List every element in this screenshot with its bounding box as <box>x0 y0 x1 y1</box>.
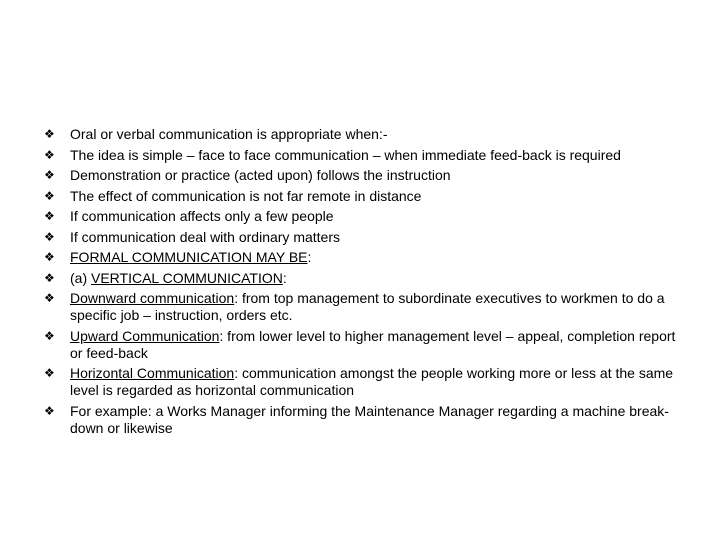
bullet-text-rest: : <box>307 249 312 265</box>
bullet-text-rest: : communication amongst the people working more or less at the same level is regarded as horizontal communication <box>70 365 674 398</box>
bullet-text: For example: a Works Manager informing the Maintenance Manager regarding a machine break-down or likewise <box>70 402 669 436</box>
bullet-prefix: (a) <box>70 269 91 286</box>
diamond-dots-bullet-icon: ❖ <box>44 328 55 343</box>
bullet-text-rest: : from lower level to higher management level – appeal, completion report or feed-back <box>70 327 676 361</box>
bullet-item-horizontal-communication <box>44 365 684 399</box>
bullet-item-example <box>44 403 684 437</box>
diamond-dots-bullet-icon: ❖ <box>44 168 55 182</box>
bullet-text: If communication deal with ordinary matters <box>70 228 340 245</box>
bullet-text: The effect of communication is not far remote in distance <box>70 187 422 204</box>
bullet-item-downward-communication <box>44 290 684 324</box>
diamond-dots-bullet-icon: ❖ <box>44 250 55 264</box>
bullet-item-demonstration <box>44 167 684 184</box>
bullet-item-simple-idea <box>44 147 684 164</box>
diamond-dots-bullet-icon: ❖ <box>44 188 55 203</box>
diamond-dots-bullet-icon: ❖ <box>44 403 55 418</box>
underlined-heading: FORMAL COMMUNICATION MAY BE <box>70 249 308 265</box>
underlined-term: Upward Communication <box>70 327 220 344</box>
bullet-text: If communication affects only a few people <box>70 208 334 224</box>
bullet-item-few-people <box>44 208 684 225</box>
diamond-dots-bullet-icon: ❖ <box>44 209 55 223</box>
bullet-item-effect-distance <box>44 188 684 205</box>
bullet-item-upward-communication <box>44 328 684 362</box>
diamond-dots-bullet-icon: ❖ <box>44 127 55 141</box>
bullet-text: Oral or verbal communication is appropriate when:- <box>70 126 388 142</box>
diamond-dots-bullet-icon: ❖ <box>44 270 55 285</box>
diamond-dots-bullet-icon: ❖ <box>44 229 55 244</box>
bullet-item-ordinary-matters <box>44 229 684 246</box>
underlined-term: Downward communication <box>70 290 235 306</box>
underlined-heading: VERTICAL COMMUNICATION <box>91 269 283 286</box>
bullet-text-rest: : <box>282 269 287 286</box>
diamond-dots-bullet-icon: ❖ <box>44 291 55 305</box>
bullet-text: Demonstration or practice (acted upon) follows the instruction <box>70 167 451 183</box>
bullet-item-vertical-communication <box>44 270 684 287</box>
bullet-list <box>44 126 684 440</box>
diamond-dots-bullet-icon: ❖ <box>44 366 55 380</box>
diamond-dots-bullet-icon: ❖ <box>44 147 55 162</box>
bullet-item-oral-verbal <box>44 126 684 143</box>
bullet-item-formal-communication <box>44 249 684 266</box>
bullet-text: The idea is simple – face to face communication – when immediate feed-back is required <box>70 146 621 163</box>
underlined-term: Horizontal Communication <box>70 365 235 381</box>
bullet-text-rest: : from top management to subordinate executives to workmen to do a specific job – instruction, orders etc. <box>70 290 665 323</box>
